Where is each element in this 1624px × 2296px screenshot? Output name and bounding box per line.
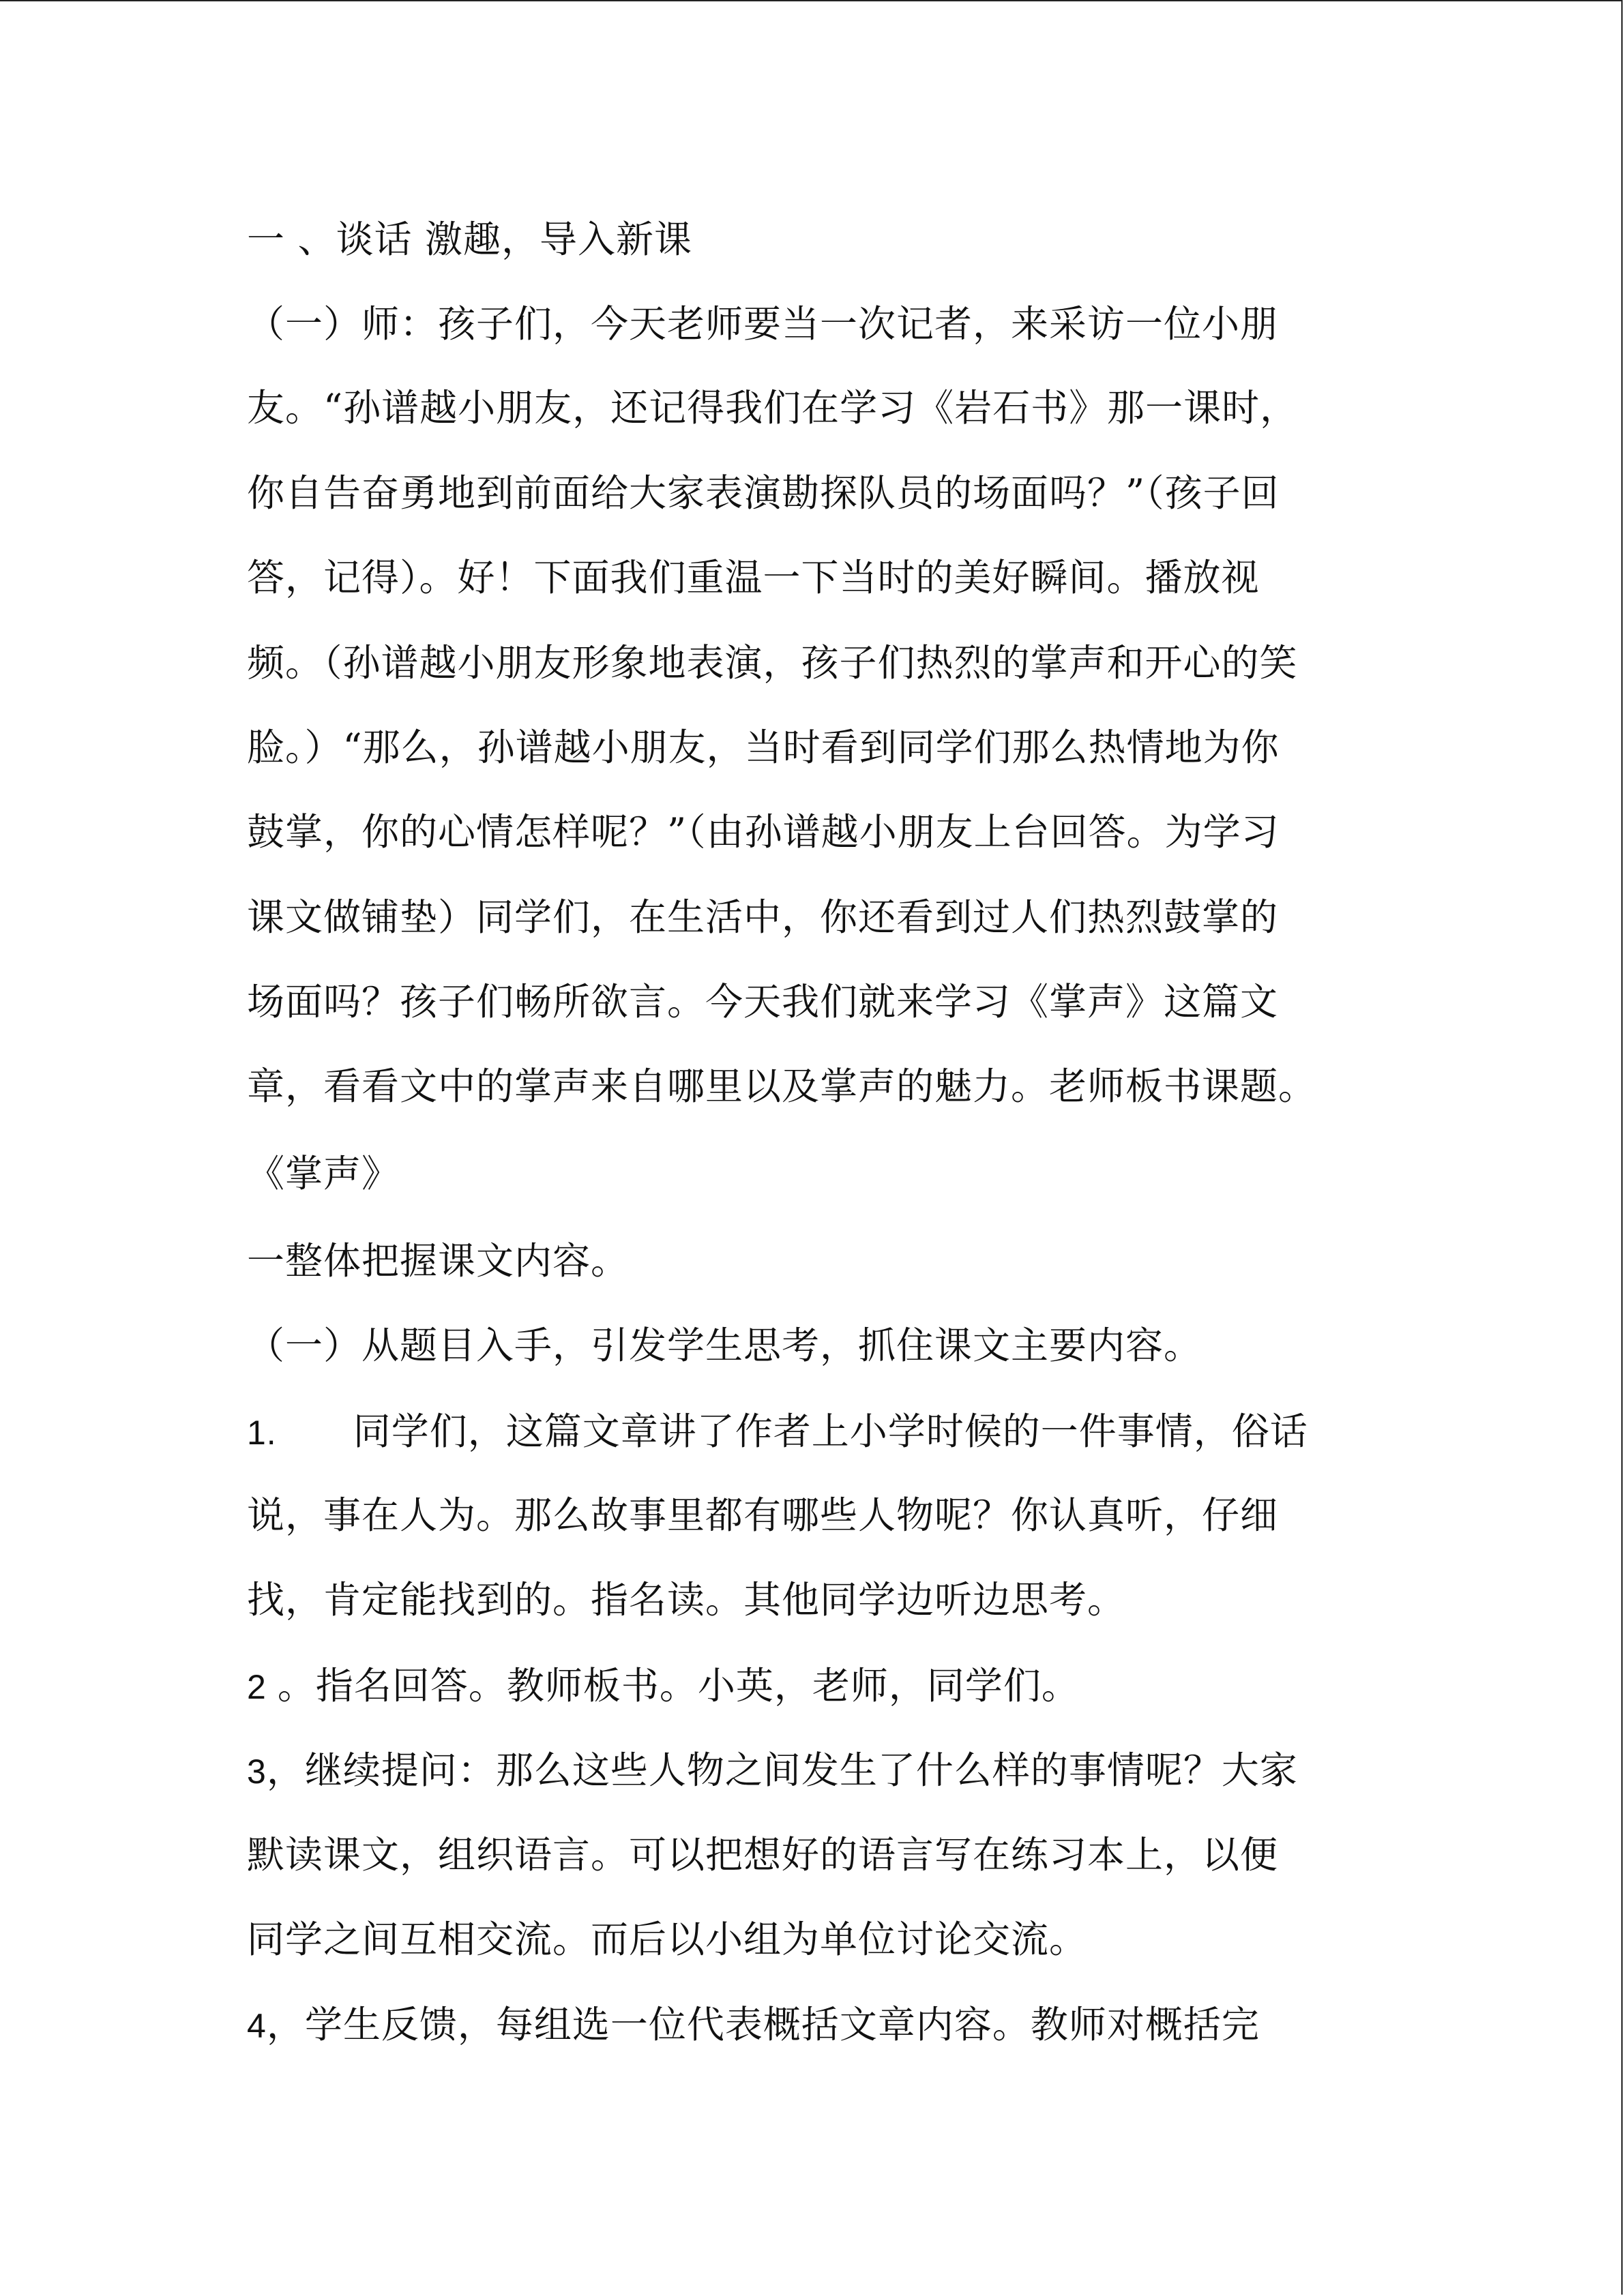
section-heading-1 [247,212,692,267]
list-item-2 [247,1658,1080,1714]
list-number: 3 [247,1753,267,1791]
line-text: 说，事在人为。那么故事里都有哪些人物呢？你认真听，仔细 [247,1493,1279,1537]
line-text: 答，记得）。好！下面我们重温一下当时的美好瞬间。播放视 [247,556,1260,599]
line-text: 章，看看文中的掌声来自哪里以及掌声的魅力。老师板书课题。 [247,1064,1317,1108]
list-item-4 [247,1997,1260,2053]
line-text: ，学生反馈，每组选一位代表概括文章内容。教师对概括完 [266,2003,1260,2046]
heading-text: 一 、谈话 激趣，导入新课 [247,218,692,261]
list-item-3 [247,1743,1298,1799]
heading-text: 一整体把握课文内容。 [247,1239,630,1283]
line-text: 找，肯定能找到的。指名读。其他同学边听边思考。 [247,1578,1126,1622]
paragraph-line [247,1059,1316,1114]
paragraph-line [247,1912,1087,1967]
list-number: 1. [247,1414,277,1452]
list-number: 2 [247,1668,267,1706]
line-text: 同学们，这篇文章讲了作者上小学时候的一件事情，俗话 [353,1410,1308,1453]
paragraph-line [247,466,1280,520]
paragraph-line [247,636,1298,690]
subsection-heading [247,1318,1202,1373]
line-text: 同学之间互相交流。而后以小组为单位讨论交流。 [247,1918,1088,1961]
line-text: 友。“孙谱越小朋友，还记得我们在学习《岩石书》那一课时， [247,386,1299,430]
lesson-title [247,1146,400,1201]
line-text: 课文做铺垫）同学们，在生活中，你还看到过人们热烈鼓掌的 [247,895,1279,939]
section-heading-2 [247,1234,629,1288]
paragraph-line [247,550,1260,605]
paragraph-line [247,974,1278,1029]
line-text: 场面吗？孩子们畅所欲言。今天我们就来学习《掌声》这篇文 [247,980,1279,1024]
line-text: 《掌声》 [247,1152,400,1195]
heading-text: （一）从题目入手，引发学生思考，抓住课文主要内容。 [247,1324,1202,1367]
paragraph-line [247,1828,1278,1882]
list-item-1 [247,1404,1308,1460]
paragraph-line [247,720,1280,775]
line-text: 频。（孙谱越小朋友形象地表演，孩子们热烈的掌声和开心的笑 [247,641,1298,685]
line-text: 你自告奋勇地到前面给大家表演勘探队员的场面吗？”（孩子回 [247,471,1280,515]
line-text: 。指名回答。教师板书。小英，老师，同学们。 [277,1664,1080,1708]
paragraph-line [247,381,1298,435]
line-text: 脸。）“那么，孙谱越小朋友，当时看到同学们那么热情地为你 [247,726,1280,769]
line-text: 默读课文，组织语言。可以把想好的语言写在练习本上，以便 [247,1833,1279,1877]
line-text: （一）师：孩子们，今天老师要当一次记者，来采访一位小朋 [247,302,1279,346]
line-text: 鼓掌，你的心情怎样呢？”（由孙谱越小朋友上台回答。为学习 [247,810,1280,854]
paragraph-line [247,805,1280,859]
paragraph-line [247,1572,1125,1627]
paragraph-line [247,1488,1278,1542]
paragraph-line [247,297,1278,351]
paragraph-line [247,890,1278,944]
list-number: 4 [247,2007,267,2045]
line-text: ，继续提问：那么这些人物之间发生了什么样的事情呢？大家 [266,1748,1298,1792]
